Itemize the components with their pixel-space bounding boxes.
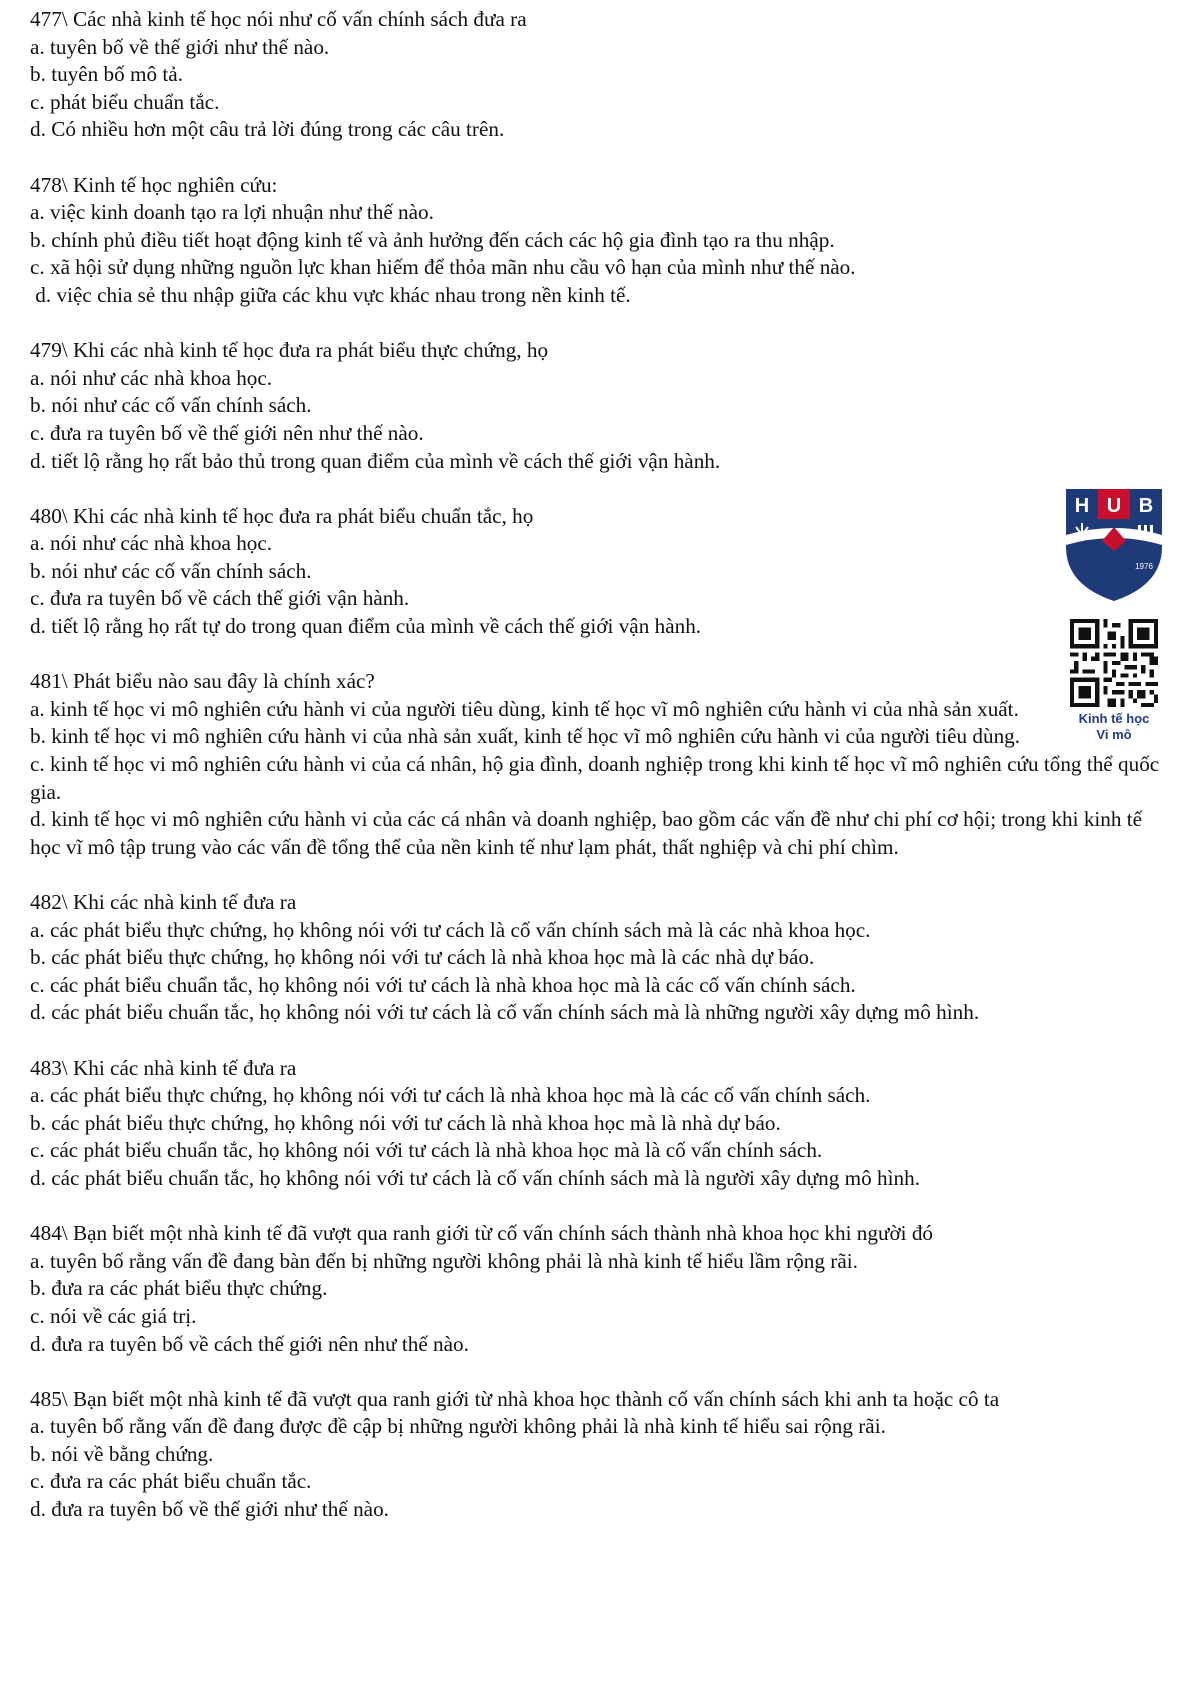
logo-letter-b: B [1138,495,1154,517]
option-d: d. đưa ra tuyên bố về thế giới như thế nào. [30,1497,389,1522]
question-stem: 485\ Bạn biết một nhà kinh tế đã vượt qua ranh giới từ nhà khoa học thành cố vấn chính sách khi anh ta hoặc cô ta [30,1386,1000,1411]
logo-caption-line2: Vi mô [1096,727,1132,742]
option-c: c. đưa ra tuyên bố về thế giới nên như thế nào. [30,420,424,445]
option-a: a. các phát biểu thực chứng, họ không nói với tư cách là cố vấn chính sách mà là các nhà khoa học. [30,917,871,942]
option-d: d. việc chia sẻ thu nhập giữa các khu vực khác nhau trong nền kinh tế. [30,282,631,307]
option-d: d. Có nhiều hơn một câu trả lời đúng trong các câu trên. [30,117,505,142]
question-482 [30,889,1160,1027]
question-stem: 481\ Phát biểu nào sau đây là chính xác? [30,669,375,694]
option-a: a. kinh tế học vi mô nghiên cứu hành vi của người tiêu dùng, kinh tế học vĩ mô nghiên cứu hành vi của nhà sản xuất. [30,696,1019,721]
option-b: b. các phát biểu thực chứng, họ không nói với tư cách là nhà khoa học mà là nhà dự báo. [30,1110,781,1135]
question-stem: 477\ Các nhà kinh tế học nói như cố vấn chính sách đưa ra [30,7,527,31]
question-478 [30,172,1160,310]
option-b: b. tuyên bố mô tả. [30,62,183,87]
option-a: a. tuyên bố rằng vấn đề đang được đề cập bị những người không phải là nhà kinh tế hiểu sai rộng rãi. [30,1414,886,1439]
option-a: a. các phát biểu thực chứng, họ không nói với tư cách là nhà khoa học mà là các cố vấn chính sách. [30,1083,871,1108]
question-481 [30,668,1160,861]
option-c: c. đưa ra các phát biểu chuẩn tắc. [30,1469,312,1494]
question-485 [30,1386,1160,1524]
option-c: c. kinh tế học vi mô nghiên cứu hành vi của cá nhân, hộ gia đình, doanh nghiệp trong khi kinh tế học vĩ mô nghiên cứu tổng thể quốc gia. [30,752,1160,804]
question-480 [30,503,1160,641]
option-a: a. nói như các nhà khoa học. [30,531,273,556]
option-b: b. kinh tế học vi mô nghiên cứu hành vi của nhà sản xuất, kinh tế học vĩ mô nghiên cứu hành vi của người tiêu dùng. [30,724,1021,749]
option-d: d. tiết lộ rằng họ rất bảo thủ trong quan điểm của mình về cách thế giới vận hành. [30,448,721,473]
option-a: a. tuyên bố về thế giới như thế nào. [30,34,330,59]
option-b: b. nói như các cố vấn chính sách. [30,558,312,583]
logo-caption-line1: Kinh tế học [1078,711,1150,726]
qr-code-icon [1070,619,1158,707]
option-b: b. nói về bằng chứng. [30,1441,214,1466]
option-c: c. phát biểu chuẩn tắc. [30,89,220,114]
option-c: c. xã hội sử dụng những nguồn lực khan hiếm để thỏa mãn nhu cầu vô hạn của mình như thế nào. [30,255,856,280]
question-stem: 478\ Kinh tế học nghiên cứu: [30,172,278,197]
question-484 [30,1220,1160,1358]
question-479 [30,337,1160,475]
hub-shield-logo [1062,485,1166,603]
option-b: b. nói như các cố vấn chính sách. [30,393,312,418]
option-c: c. các phát biểu chuẩn tắc, họ không nói với tư cách là nhà khoa học mà là cố vấn chính sách. [30,1138,823,1163]
option-d: d. tiết lộ rằng họ rất tự do trong quan điểm của mình về cách thế giới vận hành. [30,614,702,639]
logo-year: 1976 [1135,562,1153,571]
logo-caption [1055,711,1173,743]
option-d: d. các phát biểu chuẩn tắc, họ không nói với tư cách là cố vấn chính sách mà là những người xây dựng mô hình. [30,1000,980,1025]
option-c: c. đưa ra tuyên bố về cách thế giới vận hành. [30,586,410,611]
option-a: a. tuyên bố rằng vấn đề đang bàn đến bị những người không phải là nhà kinh tế hiểu lầm rộng rãi. [30,1248,858,1273]
logo-letter-h: H [1074,495,1090,517]
question-477 [30,6,1160,144]
option-b: b. các phát biểu thực chứng, họ không nói với tư cách là nhà khoa học mà là các nhà dự báo. [30,945,815,970]
option-a: a. nói như các nhà khoa học. [30,365,273,390]
document-page [30,6,1160,1551]
option-d: d. các phát biểu chuẩn tắc, họ không nói với tư cách là cố vấn chính sách mà là người xây dựng mô hình. [30,1165,920,1190]
option-a: a. việc kinh doanh tạo ra lợi nhuận như thế nào. [30,200,434,225]
question-stem: 479\ Khi các nhà kinh tế học đưa ra phát biểu thực chứng, họ [30,338,549,363]
option-d: d. đưa ra tuyên bố về cách thế giới nên như thế nào. [30,1331,469,1356]
question-stem: 483\ Khi các nhà kinh tế đưa ra [30,1055,297,1080]
hub-logo-block [1055,485,1173,743]
option-d: d. kinh tế học vi mô nghiên cứu hành vi của các cá nhân và doanh nghiệp, bao gồm các vấn đề như chi phí cơ hội; trong khi kinh tế học vĩ mô tập trung vào các vấn đề tổng thể của nền kinh tế như lạm phát, thất nghiệp và chi phí chìm. [30,807,1143,859]
question-stem: 480\ Khi các nhà kinh tế học đưa ra phát biểu chuẩn tắc, họ [30,503,534,528]
question-stem: 482\ Khi các nhà kinh tế đưa ra [30,890,297,914]
option-b: b. chính phủ điều tiết hoạt động kinh tế và ảnh hưởng đến cách các hộ gia đình tạo ra thu nhập. [30,227,835,252]
option-c: c. các phát biểu chuẩn tắc, họ không nói với tư cách là nhà khoa học mà là các cố vấn chính sách. [30,972,856,997]
option-c: c. nói về các giá trị. [30,1303,197,1328]
logo-letter-u: U [1106,495,1122,517]
question-483 [30,1055,1160,1193]
option-b: b. đưa ra các phát biểu thực chứng. [30,1276,328,1301]
question-stem: 484\ Bạn biết một nhà kinh tế đã vượt qua ranh giới từ cố vấn chính sách thành nhà khoa học khi người đó [30,1221,934,1246]
